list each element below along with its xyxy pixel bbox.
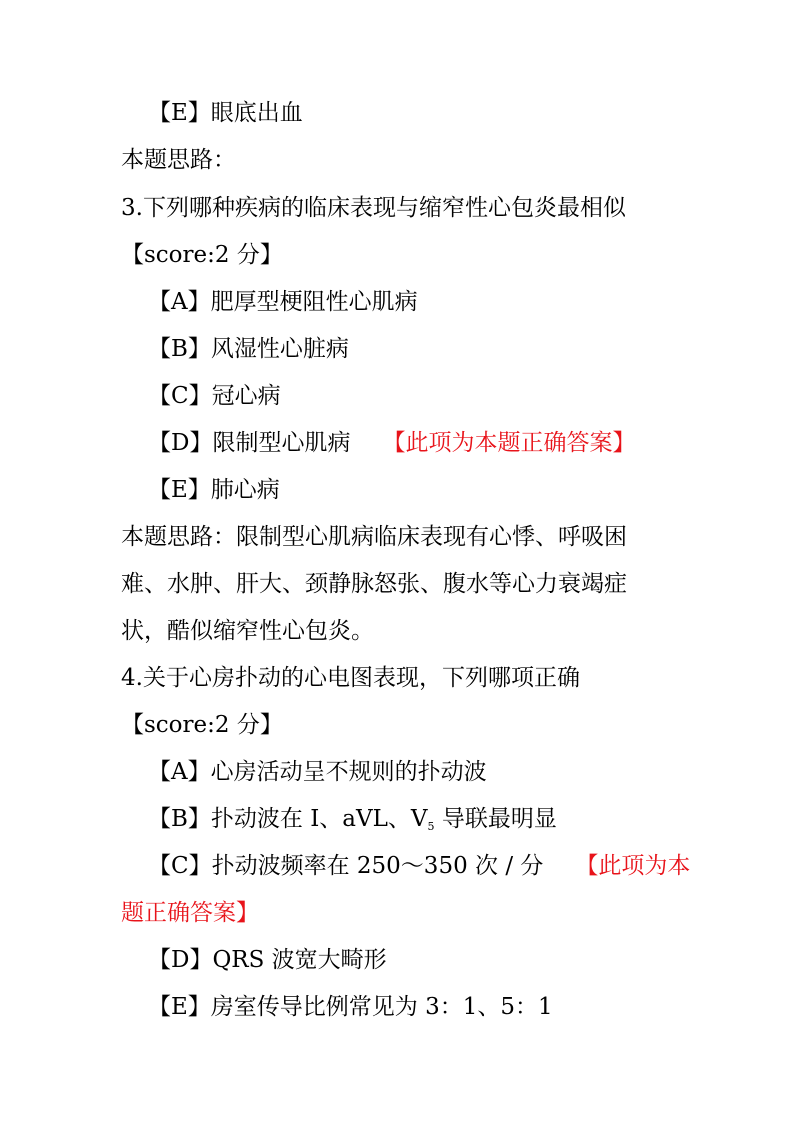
q3-option-d: 【D】限制型心肌病	[148, 430, 351, 456]
q4-score: 【score:2 分】	[121, 712, 283, 738]
prev-thought-label: 本题思路：	[121, 147, 236, 173]
q4-correct-tag-part-2: 题正确答案】	[121, 900, 259, 926]
q4-option-b-tail: 导联最明显	[441, 806, 557, 832]
q4-stem: 4.关于心房扑动的心电图表现，下列哪项正确	[121, 665, 580, 691]
q4-option-c: 【C】扑动波频率在 250～350 次 / 分	[148, 853, 544, 879]
prev-option-e: 【E】眼底出血	[148, 100, 303, 126]
q3-analysis-line-1: 本题思路：限制型心肌病临床表现有心悸、呼吸困	[121, 524, 627, 550]
q4-option-b: 【B】扑动波在 I、aVL、V	[148, 806, 428, 832]
q3-analysis-line-2: 难、水肿、肝大、颈静脉怒张、腹水等心力衰竭症	[121, 571, 627, 597]
q4-option-e: 【E】房室传导比例常见为 3：1、5：1	[148, 994, 553, 1020]
q4-option-c-line	[148, 850, 691, 882]
q4-option-b-subscript: 5	[427, 820, 435, 833]
q3-correct-tag: 【此项为本题正确答案】	[382, 430, 636, 456]
q3-score: 【score:2 分】	[121, 242, 283, 268]
q3-stem: 3.下列哪种疾病的临床表现与缩窄性心包炎最相似	[121, 195, 626, 221]
q4-correct-tag-part-1: 【此项为本	[575, 853, 691, 879]
q3-option-d-line	[148, 427, 684, 459]
q4-option-a: 【A】心房活动呈不规则的扑动波	[148, 759, 487, 785]
q3-option-e: 【E】肺心病	[148, 477, 280, 503]
q3-analysis-line-3: 状，酷似缩窄性心包炎。	[121, 618, 374, 644]
q3-option-a: 【A】肥厚型梗阻性心肌病	[148, 289, 418, 315]
q3-option-b: 【B】风湿性心脏病	[148, 336, 349, 362]
q4-option-b-line	[148, 803, 684, 843]
q3-option-c: 【C】冠心病	[148, 383, 281, 409]
q4-option-d: 【D】QRS 波宽大畸形	[148, 947, 387, 973]
